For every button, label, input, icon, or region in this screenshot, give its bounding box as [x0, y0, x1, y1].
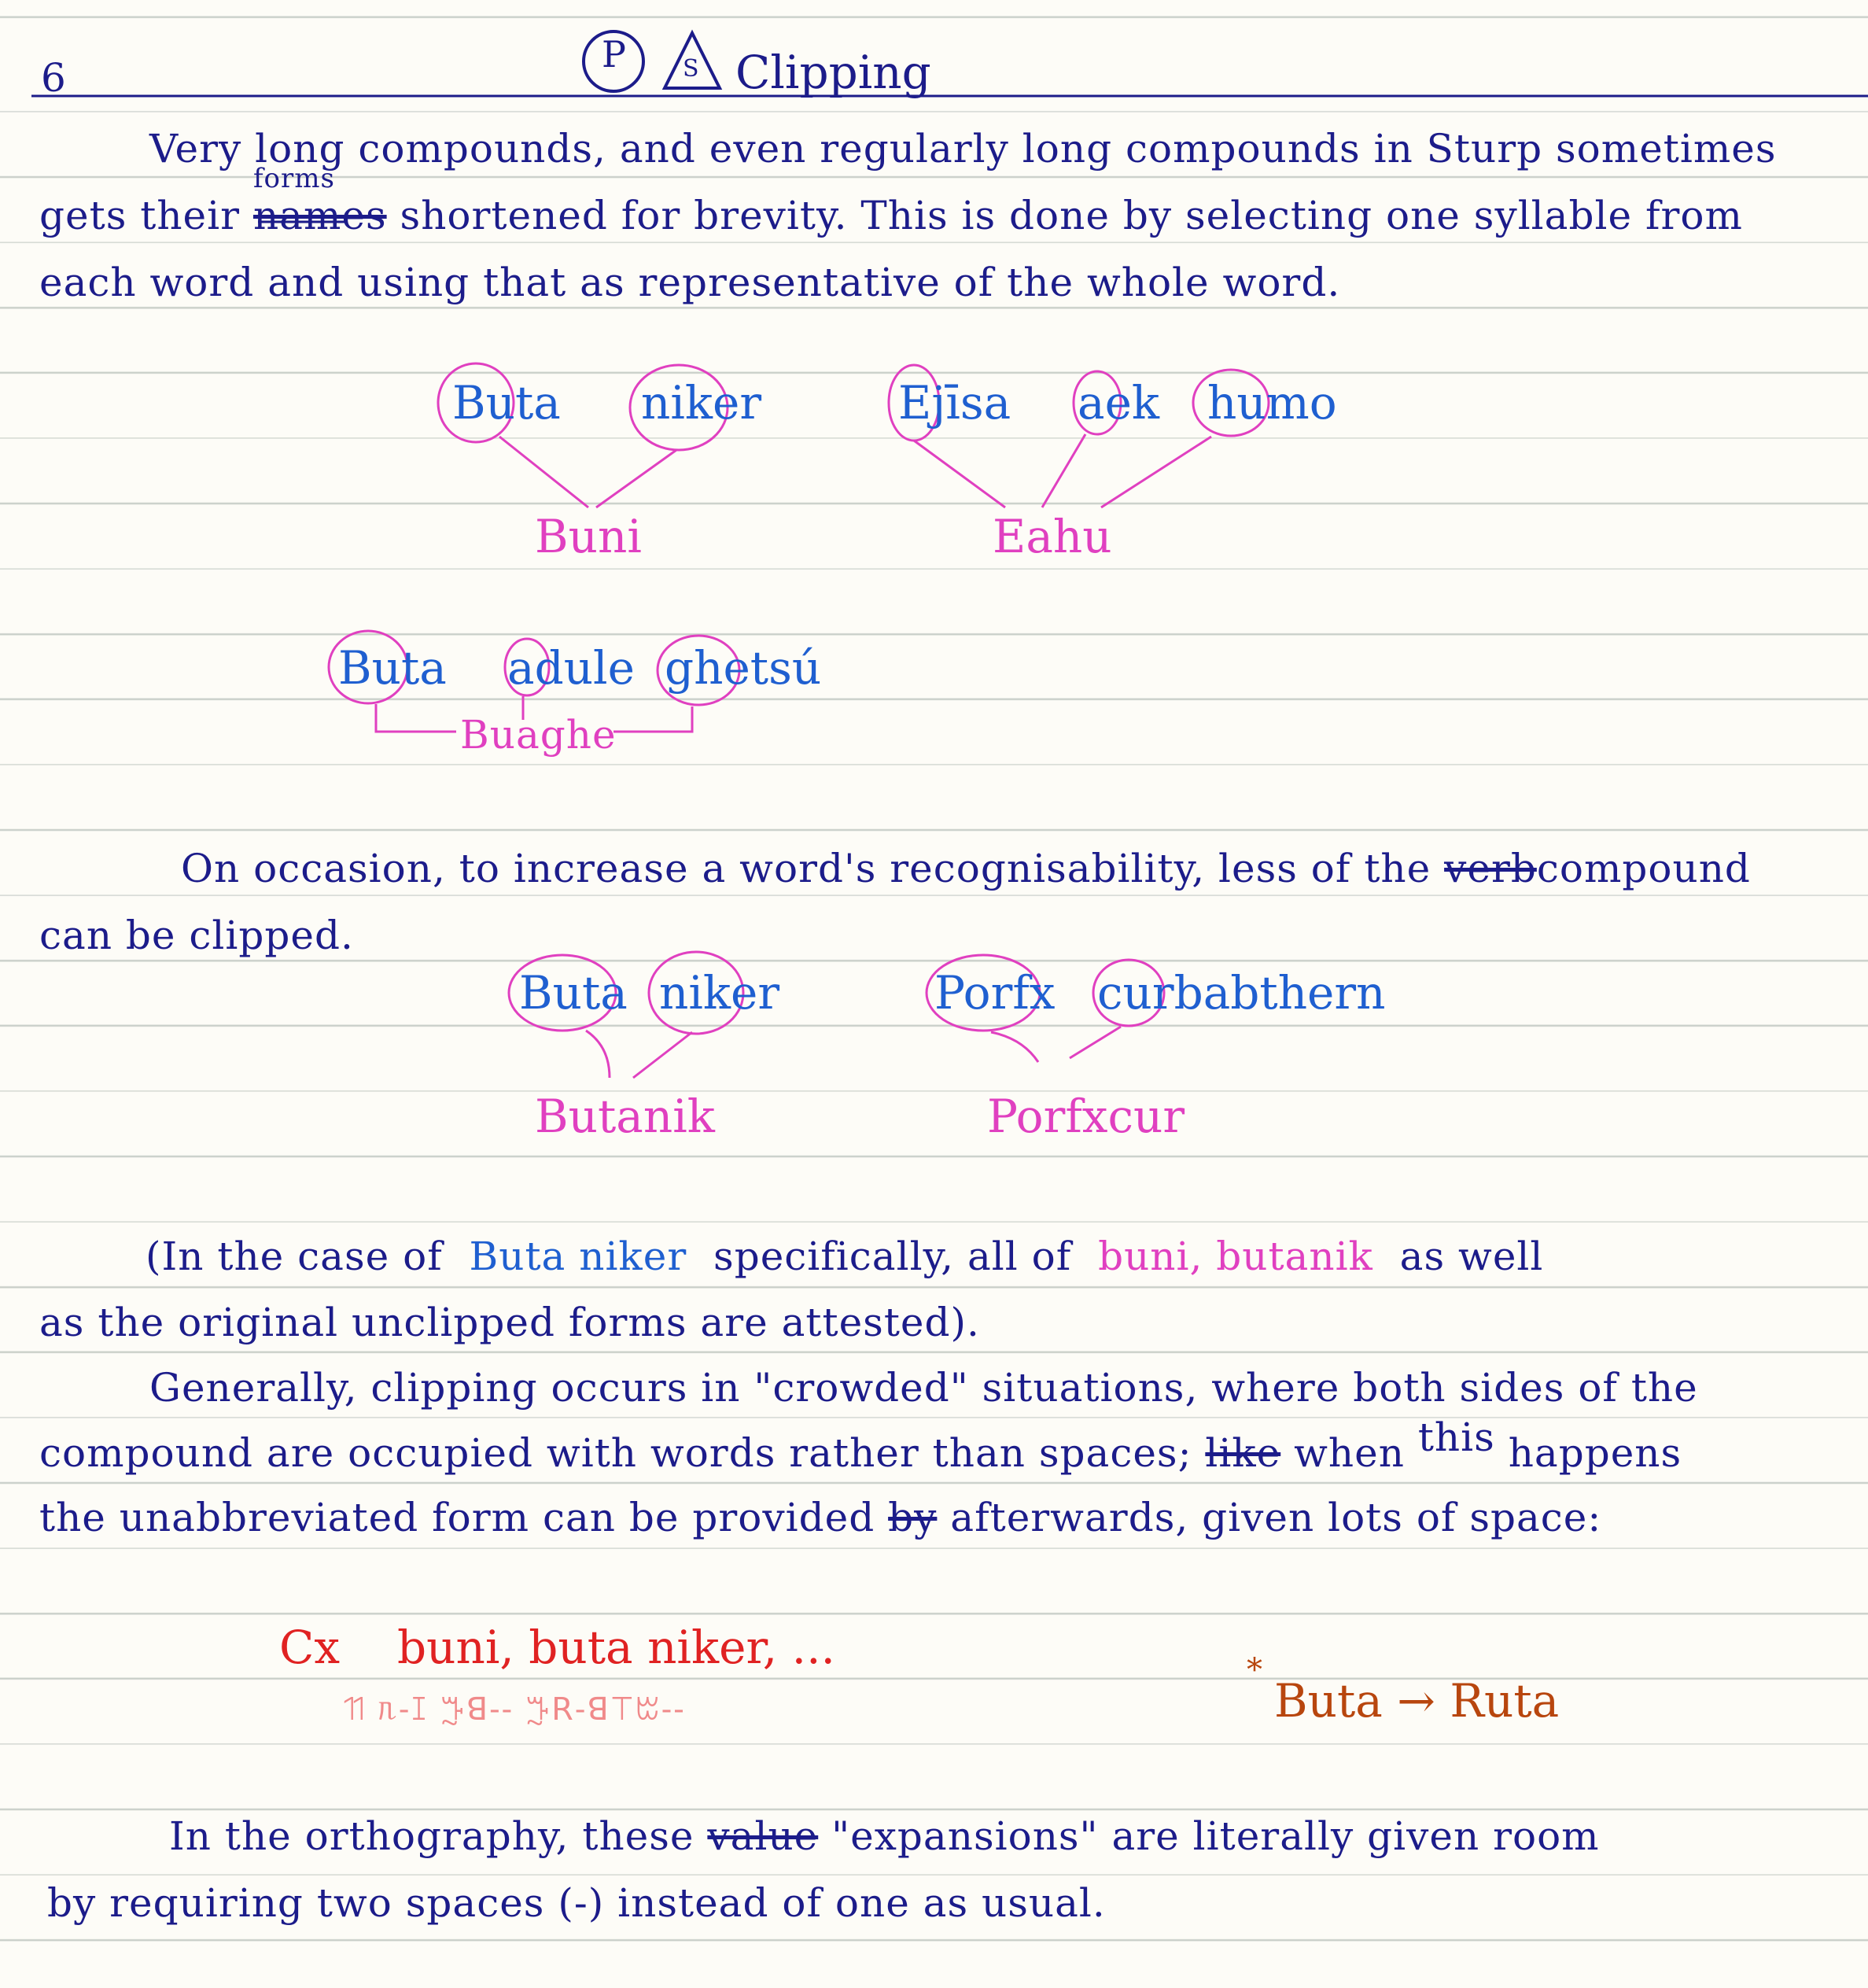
page-number: 6 [41, 55, 67, 101]
arrow-buta-butanik [586, 1031, 610, 1078]
d1-result: Buni [535, 510, 642, 563]
para3-line1 [146, 1234, 1543, 1279]
example-cx: Cx [279, 1621, 341, 1674]
d4-result: Butanik [535, 1090, 715, 1143]
arrow-e-eahu [914, 441, 1005, 507]
d5-result: Porfxcur [987, 1090, 1185, 1143]
para2-line1-a: On occasion, to increase a word's recognisability, less of the [181, 846, 1431, 891]
para3-line1-b: specifically, all of [713, 1234, 1072, 1279]
para4-line3-b: afterwards, given lots of space: [950, 1495, 1602, 1540]
struck-by: by [888, 1495, 938, 1540]
note-text: Buta → Ruta [1274, 1674, 1560, 1728]
arrow-bu-buaghe [376, 704, 456, 732]
p-mark: P [602, 33, 626, 76]
para5-line1-b: "expansions" are literally given room [831, 1813, 1600, 1859]
d3-result: Buaghe [460, 712, 617, 758]
d3-word-1: Buta [338, 641, 447, 695]
arrow-a-eahu [1042, 434, 1085, 507]
note-asterisk: * [1247, 1652, 1262, 1688]
para3-term-blue: Buta niker [469, 1234, 687, 1279]
para1-line2 [39, 163, 1743, 238]
para2-line1-b: compound [1536, 846, 1751, 891]
para1-line2-b: shortened for brevity. This is done by selecting one syllable from [400, 193, 1743, 238]
para5-line2: by requiring two spaces (-) instead of one as usual. [47, 1880, 1106, 1926]
struck-verb: verb [1444, 846, 1537, 891]
d5-word-2: curbabthern [1097, 966, 1386, 1020]
para4-line2-b: when [1294, 1430, 1405, 1476]
d3-word-2: adule [507, 641, 635, 695]
d2-word-2: aek [1078, 376, 1160, 430]
s-mark: S [683, 55, 699, 83]
para2-line1 [181, 846, 1751, 891]
arrow-ni-butanik [633, 1032, 692, 1078]
para5-line1 [169, 1813, 1600, 1859]
arrow-hu-eahu [1101, 437, 1211, 507]
arrow-porfx-porfxcur [991, 1032, 1038, 1062]
d5-word-1: Porfx [934, 966, 1056, 1020]
para4-line2 [39, 1414, 1682, 1476]
d2-word-1: Ejīsa [898, 376, 1011, 430]
example-script-line: ꔔ ᥰ-ꕯ ꔓꓭ-- ꔓꓣ-ꓭꔋꔱ-- [342, 1691, 686, 1728]
para1-line2-a: gets their [39, 193, 241, 238]
d3-word-3: ghetsú [665, 641, 822, 695]
example-text: buni, buta niker, ... [397, 1621, 835, 1674]
para4-line1: Generally, clipping occurs in "crowded" situations, where both sides of the [149, 1365, 1698, 1411]
para4-line2-c: happens [1508, 1430, 1682, 1476]
para1-line1: Very long compounds, and even regularly long compounds in Sturp sometimes [149, 126, 1777, 172]
inserted-forms: forms [252, 163, 335, 194]
para5-line1-a: In the orthography, these [169, 1813, 695, 1859]
para4-line3-a: the unabbreviated form can be provided [39, 1495, 875, 1540]
para3-line2: as the original unclipped forms are attested). [39, 1300, 980, 1345]
d2-word-3: humo [1207, 376, 1337, 430]
struck-like: like [1205, 1430, 1281, 1476]
d2-result: Eahu [993, 510, 1112, 563]
d4-word-1: Buta [519, 966, 628, 1020]
arrow-bu-buni [499, 437, 588, 507]
arrow-cur-porfxcur [1070, 1027, 1121, 1058]
para1-line3: each word and using that as representative of the whole word. [39, 260, 1341, 305]
d1-word-2: niker [641, 376, 762, 430]
struck-names: names [252, 193, 387, 238]
page-title: Clipping [735, 46, 931, 99]
arrow-ghe-buaghe [613, 706, 692, 732]
d4-word-2: niker [659, 966, 780, 1020]
para4-line2-a: compound are occupied with words rather than spaces; [39, 1430, 1192, 1476]
para2-line2: can be clipped. [39, 913, 354, 958]
para3-line1-c: as well [1399, 1234, 1544, 1279]
struck-value: value [707, 1813, 819, 1859]
correction-forms [252, 163, 387, 238]
para3-line1-a: (In the case of [146, 1234, 443, 1279]
d1-word-1: Buta [452, 376, 561, 430]
para4-line3 [39, 1495, 1601, 1540]
arrow-ni-buni [596, 450, 676, 507]
inserted-this: this [1417, 1414, 1495, 1460]
para3-terms-pink: buni, butanik [1098, 1234, 1373, 1279]
